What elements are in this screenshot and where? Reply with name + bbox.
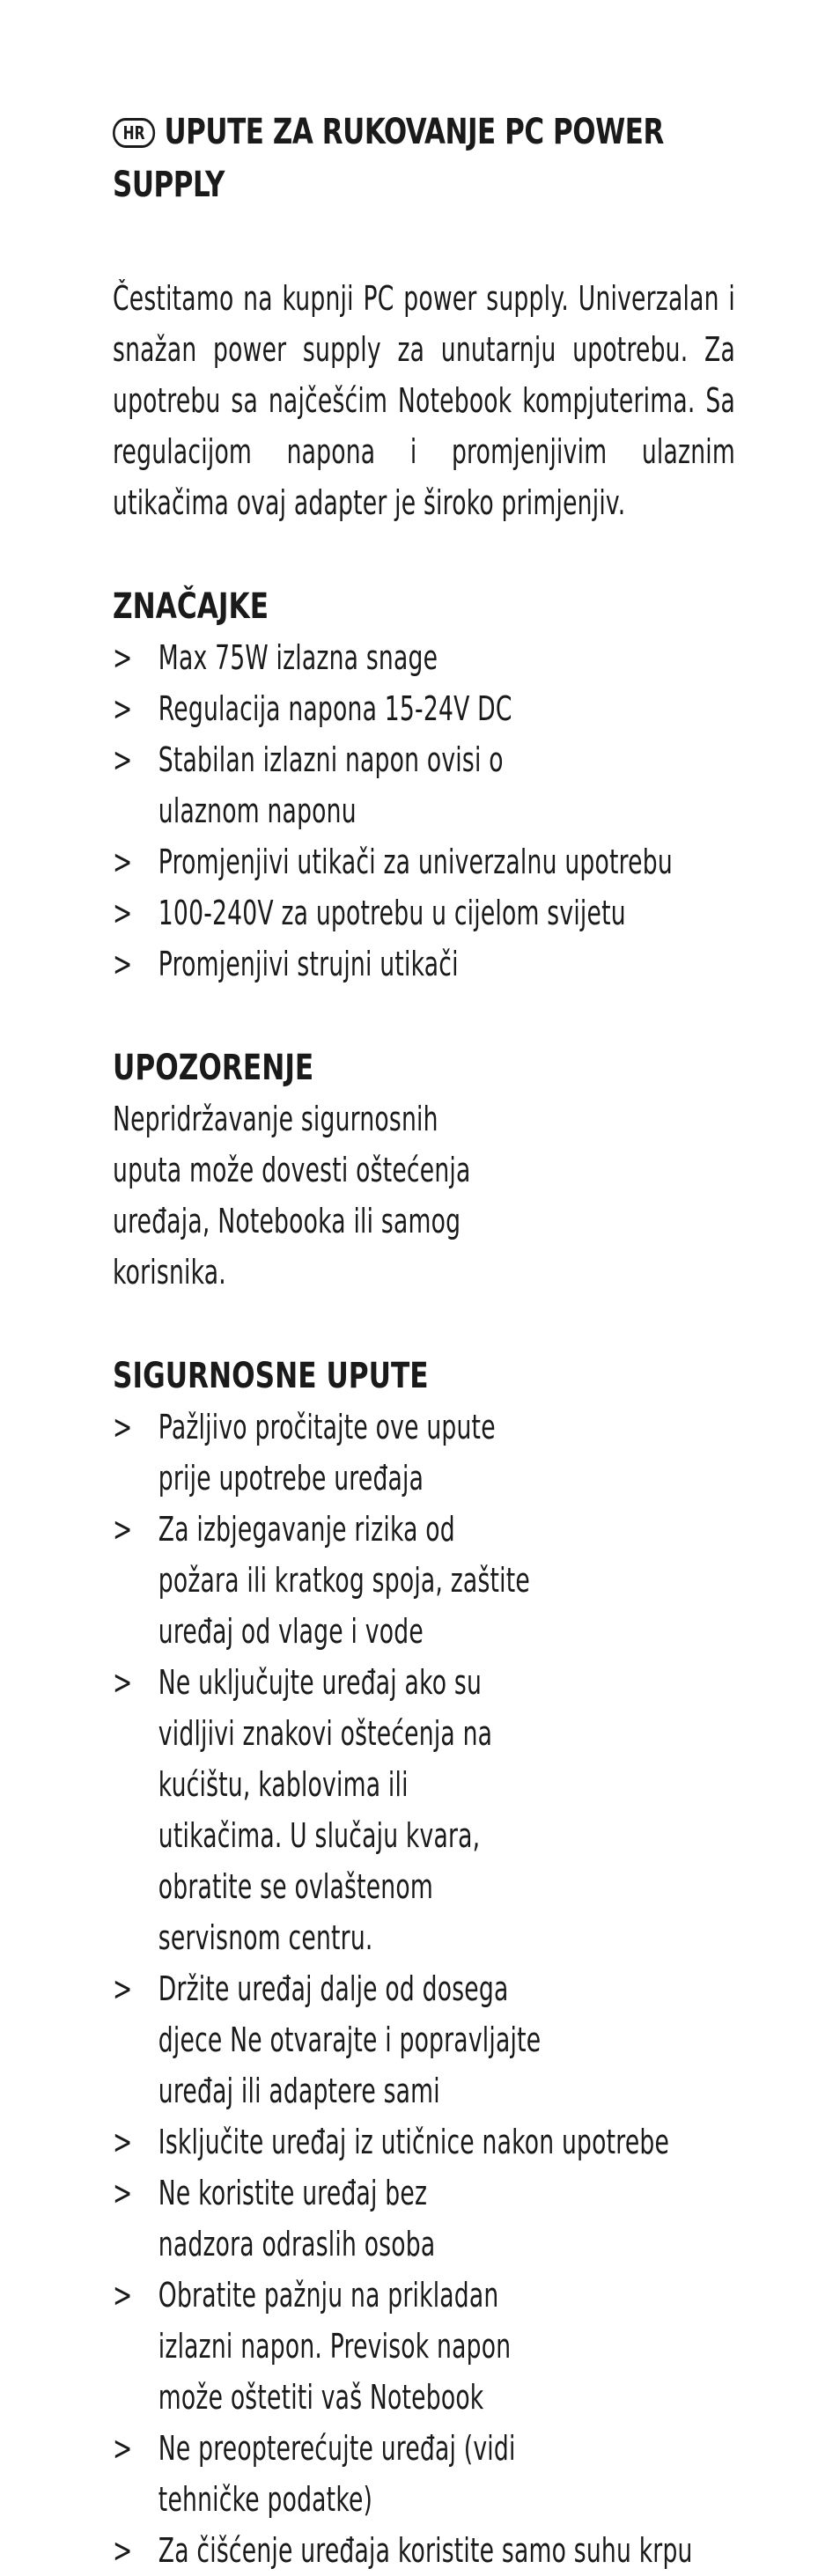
intro-paragraph: Čestitamo na kupnji PC power supply. Univerzalan i snažan power supply za unutarnju upotrebu. Za upotrebu sa najčešćim Notebook kompjuterima. Sa regulacijom napona i promjenjivim ulaznim utikačima ovaj adapter je široko primjenjiv. — [113, 279, 735, 522]
warning-text: Nepridržavanje sigurnosnih uputa može dovesti oštećenja uređaja, Notebooka ili samog korisnika. — [113, 1100, 471, 1292]
list-item: > 100-240V za upotrebu u cijelom svijetu — [113, 887, 735, 938]
list-item: > Regulacija napona 15-24V DC — [113, 683, 735, 734]
features-heading: ZNAČAJKE — [113, 586, 269, 627]
bullet-arrow: > — [113, 2123, 133, 2161]
bullet-arrow: > — [113, 1969, 133, 2008]
list-item: > Držite uređaj dalje od dosega djece Ne otvarajte i popravljajte uređaj ili adaptere sami — [113, 1963, 565, 2116]
bullet-arrow: > — [113, 2531, 133, 2570]
list-item: > Pažljivo pročitajte ove upute prije upotrebe uređaja — [113, 1402, 541, 1504]
bullet-arrow: > — [113, 2174, 133, 2212]
features-section — [113, 581, 734, 990]
list-item: > Promjenjivi strujni utikači — [113, 938, 735, 990]
list-item: > Obratite pažnju na prikladan izlazni napon. Previsok napon može oštetiti vaš Notebook — [113, 2270, 553, 2423]
warning-section — [113, 1042, 734, 1298]
safety-section — [113, 1351, 734, 2576]
list-item: > Za izbjegavanje rizika od požara ili kratkog spoja, zaštite uređaj od vlage i vode — [113, 1504, 534, 1657]
language-badge: HR — [113, 118, 155, 148]
bullet-arrow: > — [113, 689, 133, 728]
bullet-arrow: > — [113, 1510, 133, 1549]
bullet-arrow: > — [113, 1663, 133, 1702]
list-item: > Za čišćenje uređaja koristite samo suhu krpu — [113, 2525, 735, 2576]
list-item: > Ne koristite uređaj bez nadzora odraslih osoba — [113, 2168, 504, 2270]
bullet-arrow: > — [113, 638, 133, 677]
bullet-arrow: > — [113, 894, 133, 932]
document-title — [113, 106, 711, 211]
bullet-arrow: > — [113, 740, 133, 779]
list-item: > Max 75W izlazna snage — [113, 632, 735, 683]
list-item: > Promjenjivi utikači za univerzalnu upotrebu — [113, 836, 735, 887]
bullet-arrow: > — [113, 2429, 133, 2468]
title-text: UPUTE ZA RUKOVANJE PC POWER SUPPLY — [113, 112, 664, 205]
list-item: > Ne preopterećujte uređaj (vidi tehničke podatke) — [113, 2423, 528, 2525]
features-list — [113, 632, 735, 990]
safety-heading: SIGURNOSNE UPUTE — [113, 1356, 429, 1396]
safety-list — [113, 1402, 735, 2576]
bullet-arrow: > — [113, 2276, 133, 2315]
bullet-arrow: > — [113, 1408, 133, 1446]
list-item: > Stabilan izlazni napon ovisi o ulaznom naponu — [113, 734, 504, 836]
bullet-arrow: > — [113, 945, 133, 983]
list-item: > Isključite uređaj iz utičnice nakon upotrebe — [113, 2116, 735, 2168]
list-item: > Ne uključujte uređaj ako su vidljivi znakovi oštećenja na kućištu, kablovima ili utikačima. U slučaju kvara, obratite se ovlaštenom servisnom centru. — [113, 1657, 516, 1963]
bullet-arrow: > — [113, 843, 133, 881]
warning-heading: UPOZORENJE — [113, 1048, 314, 1088]
